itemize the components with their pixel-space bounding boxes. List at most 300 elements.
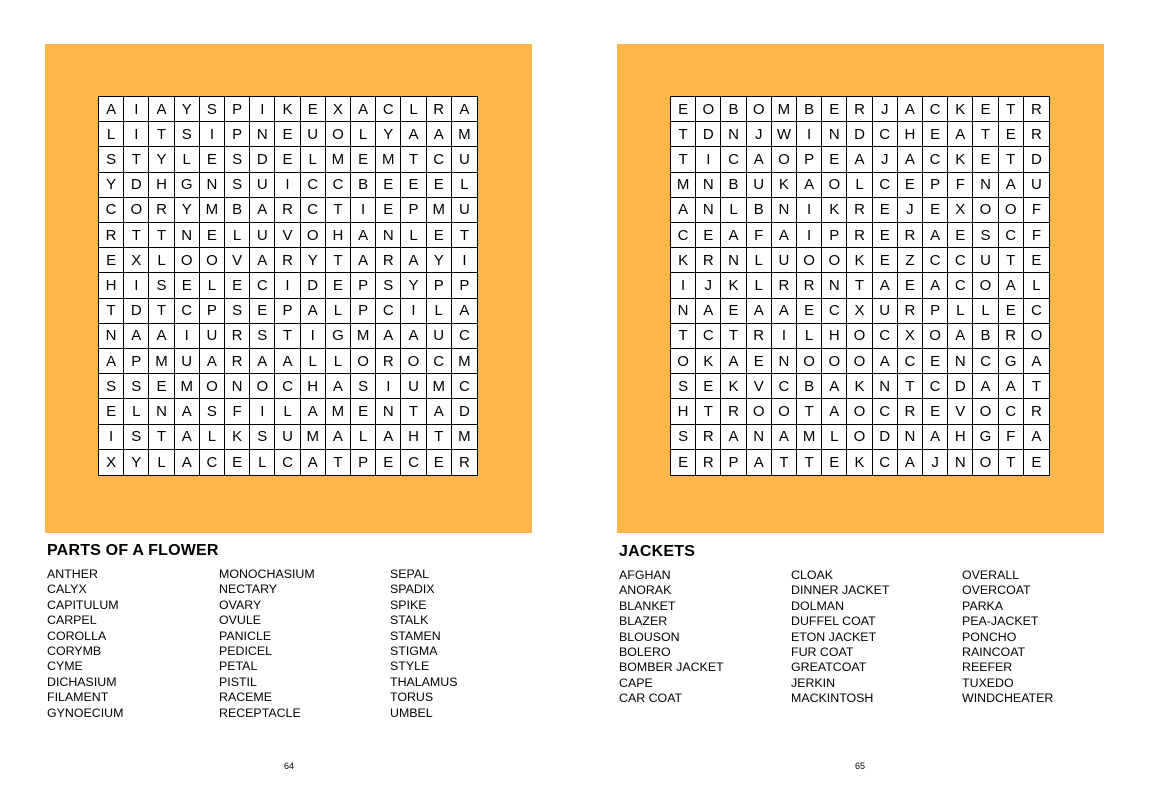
grid-letter-cell: E [1024,248,1049,273]
grid-letter-cell: R [99,223,124,248]
grid-letter-cell: R [458,453,470,471]
word-list-item: WINDCHEATER [962,691,1054,706]
grid-letter-cell: A [175,450,200,475]
word-list-column [791,568,961,707]
grid-letter-cell: E [923,198,948,223]
grid-letter-cell: T [797,450,822,475]
grid-letter-cell: O [200,248,225,273]
word-list-item: RACEME [219,690,273,705]
grid-letter-cell: T [149,425,174,450]
grid-letter-cell: E [973,97,998,122]
grid-letter-cell: C [376,97,401,122]
grid-letter-cell: S [250,425,275,450]
grid-letter-cell: M [351,324,376,349]
grid-letter-cell: T [401,147,426,172]
grid-letter-cell: E [923,122,948,147]
word-list-item: TORUS [390,690,434,705]
word-list-column [619,568,789,707]
grid-letter-cell: R [696,248,721,273]
grid-letter-cell: E [797,299,822,324]
grid-letter-cell: N [822,122,847,147]
grid-letter-cell: H [99,273,124,298]
grid-letter-cell: I [250,399,275,424]
grid-letter-cell: I [275,273,300,298]
grid-letter-cell: J [747,122,772,147]
grid-letter-cell: P [225,97,250,122]
grid-letter-cell: A [747,450,772,475]
word-list-item: PEA-JACKET [962,614,1039,629]
right-page-number: 65 [854,761,865,771]
grid-letter-cell: R [275,198,300,223]
grid-letter-cell: X [124,248,149,273]
grid-letter-cell: T [149,122,174,147]
grid-letter-cell: O [326,122,351,147]
word-list-column [962,568,1132,707]
grid-letter-cell: E [275,147,300,172]
grid-letter-cell: E [873,198,898,223]
grid-letter-cell: P [797,147,822,172]
grid-letter-cell: K [822,198,847,223]
grid-letter-cell: E [250,299,275,324]
grid-letter-cell: I [797,198,822,223]
word-list-item: SPIKE [390,597,427,612]
grid-letter-cell: A [401,248,426,273]
grid-letter-cell: A [948,324,973,349]
grid-letter-cell: K [721,273,746,298]
grid-letter-cell: F [999,425,1024,450]
grid-letter-cell: I [401,299,426,324]
word-list-item: ANTHER [47,567,98,581]
grid-letter-cell: R [1024,122,1049,147]
grid-letter-cell: P [225,122,250,147]
grid-letter-cell: L [225,223,250,248]
grid-letter-cell: C [999,223,1024,248]
word-list-item: RECEPTACLE [219,705,301,720]
grid-letter-cell: B [973,324,998,349]
grid-letter-cell: L [326,299,351,324]
grid-letter-cell: A [973,374,998,399]
grid-letter-cell: A [401,324,426,349]
grid-letter-cell: I [772,324,797,349]
grid-letter-cell: E [822,97,847,122]
grid-letter-cell: Y [301,248,326,273]
grid-letter-cell: E [873,223,898,248]
grid-letter-cell: C [427,147,452,172]
grid-letter-cell: A [376,324,401,349]
grid-letter-cell: A [923,425,948,450]
grid-letter-cell: T [326,198,351,223]
grid-letter-cell: E [948,223,973,248]
grid-letter-cell: Y [99,173,124,198]
grid-letter-cell: K [721,374,746,399]
grid-letter-cell: O [747,97,772,122]
grid-letter-cell: P [452,273,477,298]
grid-letter-cell: A [200,349,225,374]
grid-letter-cell: C [873,173,898,198]
grid-letter-cell: A [772,425,797,450]
grid-letter-cell: L [847,173,872,198]
grid-letter-cell: A [124,324,149,349]
grid-letter-cell: O [301,223,326,248]
grid-letter-cell: M [200,198,225,223]
grid-letter-cell: T [999,248,1024,273]
grid-letter-cell: N [747,425,772,450]
grid-letter-cell: N [671,299,696,324]
grid-letter-cell: L [149,248,174,273]
grid-letter-cell: P [124,349,149,374]
grid-letter-cell: L [797,324,822,349]
grid-letter-cell: L [175,147,200,172]
grid-letter-cell: R [376,349,401,374]
grid-letter-cell: S [376,273,401,298]
grid-letter-cell: T [847,273,872,298]
grid-letter-cell: I [124,273,149,298]
word-list-item: BOMBER JACKET [619,660,724,675]
grid-letter-cell: E [301,97,326,122]
grid-letter-cell: R [898,399,923,424]
grid-letter-cell: O [847,425,872,450]
grid-letter-cell: A [175,425,200,450]
grid-letter-cell: V [225,248,250,273]
grid-letter-cell: F [948,173,973,198]
grid-letter-cell: H [326,223,351,248]
word-list-column [390,567,560,721]
right-page [574,0,1149,809]
grid-letter-cell: L [200,425,225,450]
grid-letter-cell: T [149,299,174,324]
word-list-item: CAR COAT [619,691,683,706]
grid-letter-cell: O [822,173,847,198]
grid-letter-cell: Y [427,248,452,273]
grid-letter-cell: B [351,173,376,198]
left-puzzle-title: PARTS OF A FLOWER [47,542,219,559]
grid-letter-cell: L [200,273,225,298]
grid-letter-cell: T [275,324,300,349]
grid-letter-cell: U [250,223,275,248]
grid-letter-cell: I [696,147,721,172]
grid-letter-cell: S [200,97,225,122]
grid-letter-cell: K [671,248,696,273]
grid-letter-cell: A [250,349,275,374]
grid-letter-cell: I [376,374,401,399]
word-list-item: STIGMA [390,644,438,659]
grid-letter-cell: L [250,450,275,475]
word-list-item: CARPEL [47,613,97,628]
grid-letter-cell: A [351,97,376,122]
grid-letter-cell: E [99,248,124,273]
grid-letter-cell: I [671,273,696,298]
grid-letter-cell: E [351,399,376,424]
grid-letter-cell: H [671,399,696,424]
grid-letter-cell: J [873,147,898,172]
grid-letter-cell: A [149,324,174,349]
grid-letter-cell: N [99,324,124,349]
grid-letter-cell: P [351,450,376,475]
word-list-item: GREATCOAT [791,660,867,675]
grid-letter-cell: C [452,374,477,399]
grid-letter-cell: A [847,147,872,172]
word-list-column [219,567,389,721]
grid-letter-cell: L [99,122,124,147]
grid-letter-cell: E [275,122,300,147]
grid-letter-cell: C [923,248,948,273]
word-list-item: STYLE [390,659,430,674]
grid-letter-cell: C [772,374,797,399]
grid-letter-cell: S [225,147,250,172]
grid-letter-cell: U [452,147,477,172]
grid-letter-cell: I [351,198,376,223]
grid-letter-cell: R [847,223,872,248]
grid-letter-cell: C [999,399,1024,424]
left-word-list [47,567,562,727]
grid-letter-cell: R [847,97,872,122]
grid-letter-cell: C [923,97,948,122]
grid-letter-cell: S [225,173,250,198]
grid-letter-cell: I [99,425,124,450]
grid-letter-cell: A [772,223,797,248]
grid-letter-cell: K [772,173,797,198]
grid-letter-cell: C [873,122,898,147]
grid-letter-cell: O [351,349,376,374]
grid-letter-cell: F [225,399,250,424]
grid-letter-cell: O [200,374,225,399]
grid-letter-cell: D [301,273,326,298]
grid-letter-cell: O [797,248,822,273]
grid-letter-cell: X [847,299,872,324]
grid-letter-cell: P [923,173,948,198]
grid-letter-cell: A [99,349,124,374]
grid-letter-cell: E [873,248,898,273]
grid-letter-cell: E [999,122,1024,147]
grid-letter-cell: N [696,198,721,223]
grid-letter-cell: I [275,173,300,198]
grid-letter-cell: E [326,273,351,298]
word-list-item: BLANKET [619,598,676,613]
grid-letter-cell: M [149,349,174,374]
grid-letter-cell: A [747,299,772,324]
grid-letter-cell: P [200,299,225,324]
grid-letter-cell: T [427,425,452,450]
grid-letter-cell: A [999,173,1024,198]
grid-letter-cell: O [847,349,872,374]
word-list-item: THALAMUS [390,674,458,689]
grid-letter-cell: A [822,399,847,424]
grid-letter-cell: D [124,173,149,198]
grid-letter-cell: N [250,122,275,147]
grid-letter-cell: H [301,374,326,399]
grid-letter-cell: A [721,349,746,374]
grid-letter-cell: P [275,299,300,324]
grid-letter-cell: C [326,173,351,198]
grid-letter-cell: U [427,324,452,349]
grid-letter-cell: D [873,425,898,450]
grid-letter-cell: M [452,122,477,147]
grid-letter-cell: R [898,299,923,324]
grid-letter-cell: M [671,173,696,198]
grid-letter-cell: Z [898,248,923,273]
grid-letter-cell: K [847,374,872,399]
grid-letter-cell: O [1024,324,1049,349]
grid-letter-cell: R [1024,97,1049,122]
grid-letter-cell: T [99,299,124,324]
grid-letter-cell: E [401,173,426,198]
grid-letter-cell: A [452,299,477,324]
grid-letter-cell: C [898,349,923,374]
grid-letter-cell: O [822,248,847,273]
grid-letter-cell: B [721,97,746,122]
grid-letter-cell: M [175,374,200,399]
grid-letter-cell: E [427,223,452,248]
grid-letter-cell: I [797,122,822,147]
grid-letter-cell: K [847,248,872,273]
grid-letter-cell: O [973,450,998,475]
grid-letter-cell: T [1024,374,1049,399]
grid-letter-cell: V [948,399,973,424]
right-word-list [619,568,1134,728]
grid-letter-cell: A [427,122,452,147]
grid-letter-cell: O [822,349,847,374]
grid-letter-cell: T [999,450,1024,475]
grid-letter-cell: N [149,399,174,424]
grid-letter-cell: N [376,399,401,424]
grid-letter-cell: O [124,198,149,223]
grid-letter-cell: T [671,147,696,172]
grid-letter-cell: A [696,299,721,324]
word-list-item: OVERCOAT [962,583,1031,598]
grid-letter-cell: A [822,374,847,399]
grid-letter-cell: E [200,147,225,172]
grid-letter-cell: A [401,122,426,147]
word-list-item: MONOCHASIUM [219,567,315,581]
grid-letter-cell: C [250,273,275,298]
grid-letter-cell: D [250,147,275,172]
word-list-item: BLAZER [619,614,668,629]
grid-letter-cell: A [898,450,923,475]
grid-letter-cell: G [326,324,351,349]
grid-letter-cell: R [999,324,1024,349]
grid-letter-cell: L [326,349,351,374]
grid-letter-cell: A [873,349,898,374]
grid-letter-cell: M [797,425,822,450]
grid-letter-cell: E [923,349,948,374]
grid-letter-cell: N [721,122,746,147]
grid-letter-cell: A [351,248,376,273]
grid-letter-cell: E [822,147,847,172]
word-list-item: CYME [47,659,83,674]
word-list-item: ETON JACKET [791,629,877,644]
grid-letter-cell: O [250,374,275,399]
right-letter-grid [670,96,1050,476]
right-puzzle-title: JACKETS [619,543,696,560]
word-list-item: SEPAL [390,567,430,581]
grid-letter-cell: I [797,223,822,248]
grid-letter-cell: O [772,147,797,172]
grid-letter-cell: C [99,198,124,223]
grid-letter-cell: I [250,97,275,122]
grid-letter-cell: T [124,147,149,172]
grid-letter-cell: C [696,324,721,349]
grid-letter-cell: O [973,273,998,298]
grid-letter-cell: A [301,399,326,424]
grid-letter-cell: F [747,223,772,248]
grid-letter-cell: P [721,450,746,475]
word-list-item: OVARY [219,597,262,612]
grid-letter-cell: O [671,349,696,374]
grid-letter-cell: C [175,299,200,324]
word-list-item: PISTIL [219,674,257,689]
grid-letter-cell: R [376,248,401,273]
word-list-item: RAINCOAT [962,645,1026,660]
grid-letter-cell: E [1031,453,1042,471]
grid-letter-cell: V [747,374,772,399]
grid-letter-cell: C [452,324,477,349]
grid-letter-cell: O [747,399,772,424]
grid-letter-cell: C [1024,299,1049,324]
grid-letter-cell: G [175,173,200,198]
grid-letter-cell: S [250,324,275,349]
grid-letter-cell: R [225,349,250,374]
grid-letter-cell: L [747,273,772,298]
grid-letter-cell: U [1024,173,1049,198]
grid-letter-cell: C [721,147,746,172]
grid-letter-cell: U [452,198,477,223]
grid-letter-cell: A [999,273,1024,298]
grid-letter-cell: L [973,299,998,324]
grid-letter-cell: D [1024,147,1049,172]
grid-letter-cell: T [124,223,149,248]
grid-letter-cell: M [376,147,401,172]
grid-letter-cell: M [326,399,351,424]
grid-letter-cell: F [1024,223,1049,248]
grid-letter-cell: M [452,425,477,450]
grid-letter-cell: C [376,299,401,324]
word-list-item: PEDICEL [219,644,273,659]
grid-letter-cell: L [721,198,746,223]
grid-letter-cell: N [200,173,225,198]
grid-letter-cell: A [671,198,696,223]
grid-letter-cell: I [301,324,326,349]
grid-letter-cell: K [275,97,300,122]
grid-letter-cell: N [948,450,973,475]
word-list-item: PANICLE [219,628,272,643]
grid-letter-cell: R [898,223,923,248]
grid-letter-cell: A [250,198,275,223]
left-puzzle-panel [45,44,532,533]
grid-letter-cell: D [124,299,149,324]
grid-letter-cell: Y [175,97,200,122]
grid-letter-cell: O [973,198,998,223]
word-list-item: NECTARY [219,582,278,597]
grid-letter-cell: T [721,324,746,349]
grid-letter-cell: N [772,349,797,374]
grid-letter-cell: U [275,425,300,450]
grid-letter-cell: U [973,248,998,273]
grid-letter-cell: H [401,425,426,450]
grid-letter-cell: H [948,425,973,450]
grid-letter-cell: S [99,374,124,399]
grid-letter-cell: L [351,122,376,147]
grid-letter-cell: N [973,173,998,198]
grid-letter-cell: R [275,248,300,273]
grid-letter-cell: E [696,223,721,248]
grid-letter-cell: E [923,399,948,424]
grid-letter-cell: H [822,324,847,349]
grid-letter-cell: P [351,273,376,298]
grid-letter-cell: B [747,198,772,223]
grid-letter-cell: A [923,273,948,298]
grid-letter-cell: U [250,173,275,198]
grid-letter-cell: Y [149,147,174,172]
